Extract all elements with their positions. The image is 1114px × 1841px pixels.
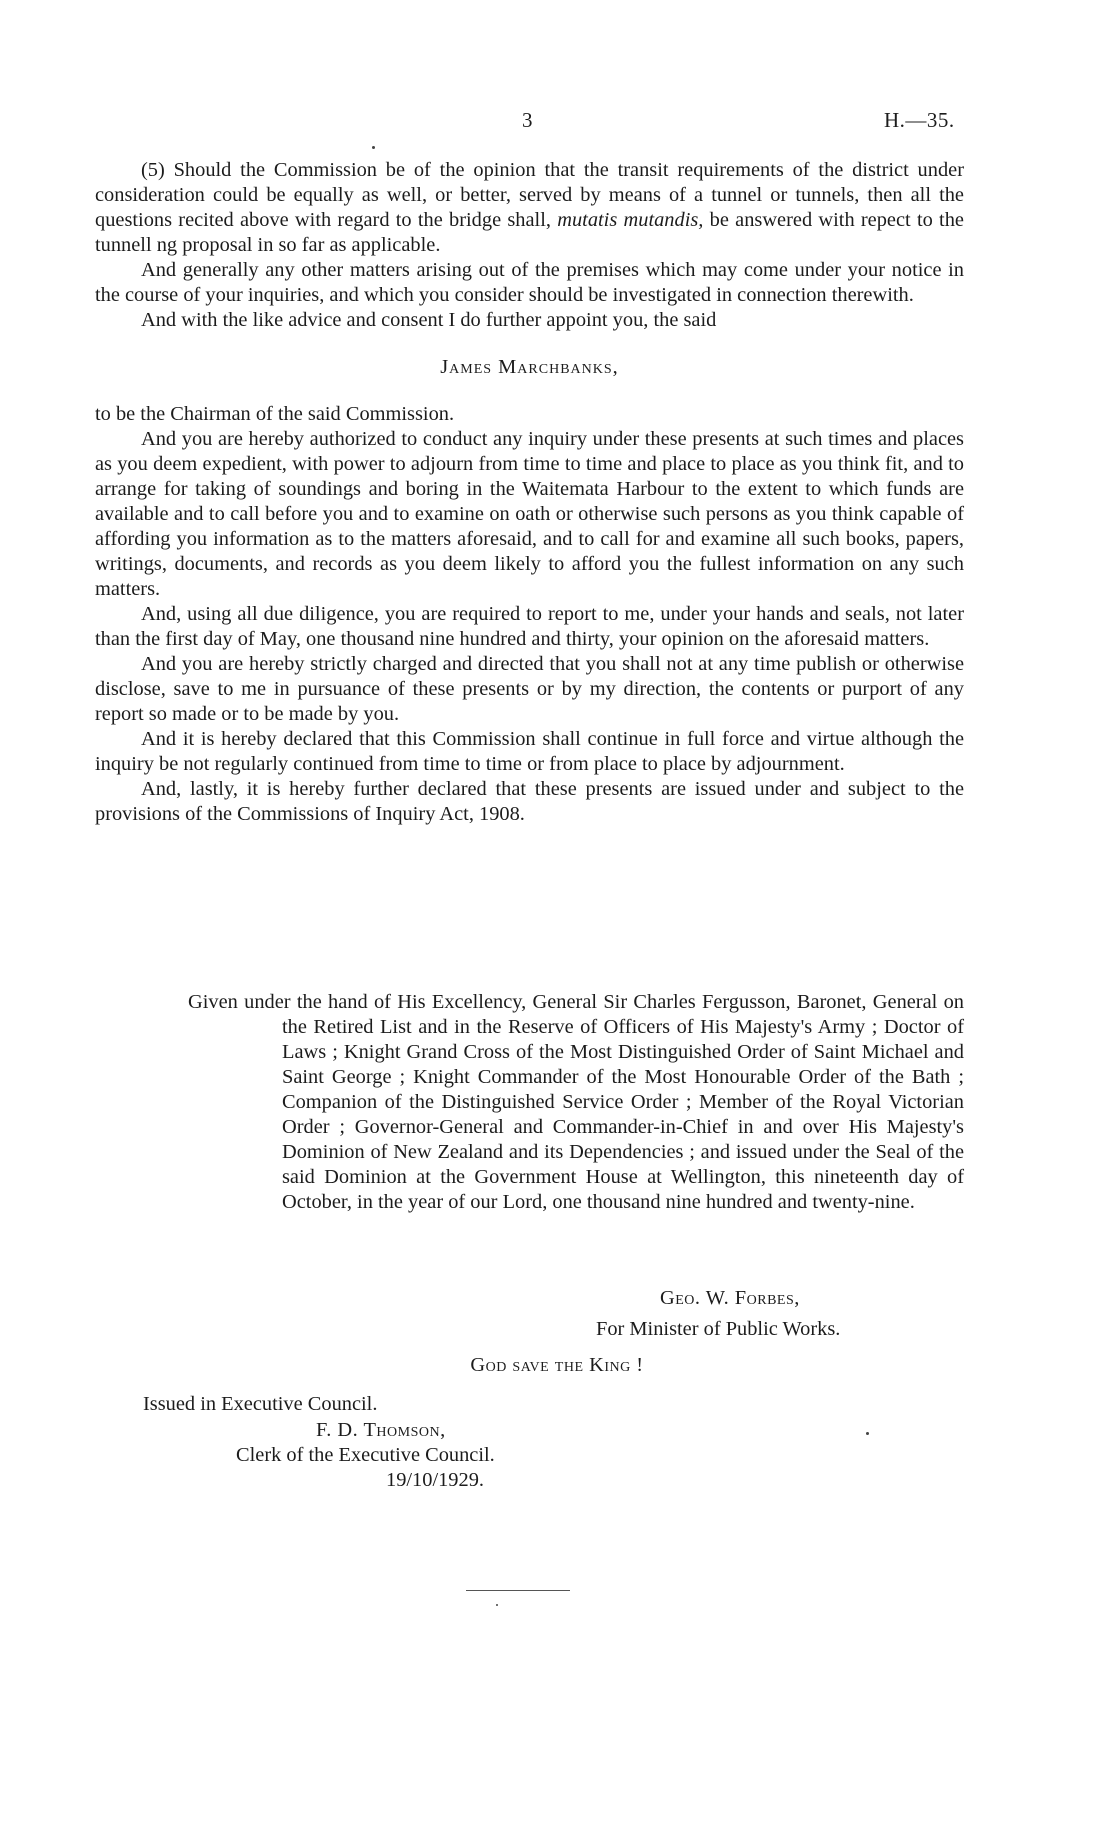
paragraph-text: (5) Should the Commission be of the opinion that the transit requirements of the district under consideration could be equally as well, or better, served by means of a tunnel or tunnels, then all the questions recited above with regard to the bridge shall, [95,159,964,231]
commission-body [95,158,964,827]
paragraph-continuation: And it is hereby declared that this Commission shall continue in full force and virtue although the inquiry be not regularly continued from time to time or from place to place by adjournment. [95,728,964,775]
document-reference: H.—35. [884,108,955,132]
page-header [0,108,1114,138]
council-issued-line: Issued in Executive Council. [143,1393,378,1415]
paragraph-confidentiality: And you are hereby strictly charged and directed that you shall not at any time publish or otherwise disclose, save to me in pursuance of these presents or by my direction, the contents or purport of any report so made or to be made by you. [95,653,964,725]
paragraph-authority: And you are hereby authorized to conduct any inquiry under these presents at such times and places as you deem expedient, with power to adjourn from time to time and place to place as you think fit, and to arrange for taking of soundings and boring in the Waitemata Harbour to the extent to which funds are available and to call before you and to examine on oath or otherwise such persons as you think capable of affording you information as to the matters aforesaid, and to call for and examine all such books, papers, writings, documents, and records as you deem likely to afford you the fullest information on any such matters. [95,428,964,600]
page-number: 3 [522,108,533,132]
signatory-name: Geo. W. Forbes, [660,1287,800,1309]
paragraph-other-matters: And generally any other matters arising out of the premises which may come under your notice in the course of your inquiries, and which you consider should be investigated in connection therewith. [95,259,964,306]
print-speck [866,1432,869,1435]
print-speck [372,146,375,149]
paragraph-chairman: to be the Chairman of the said Commission. [95,403,455,425]
paragraph-inquiry-act: And, lastly, it is hereby further declared that these presents are issued under and subject to the provisions of the Commissions of Inquiry Act, 1908. [95,778,964,825]
paragraph-text-tail: be answered with repect to the tunnell ng proposal in so far as applicable. [95,209,964,256]
signatory-title: For Minister of Public Works. [596,1318,841,1340]
paragraph-tunnel-clause [95,158,964,258]
council-date: 19/10/1929. [386,1469,484,1491]
clerk-role: Clerk of the Executive Council. [236,1444,495,1466]
paragraph-appointment: And with the like advice and consent I do further appoint you, the said [141,309,717,331]
given-under-hand-block [188,990,964,1215]
closing-rule-divider [466,1590,570,1591]
paragraph-report-deadline: And, using all due diligence, you are required to report to me, under your hands and seals, not later than the first day of May, one thousand nine hundred and thirty, your opinion on the aforesaid matters. [95,603,964,650]
given-text: Given under the hand of His Excellency, General Sir Charles Fergusson, Baronet, General on the Retired List and in the Reserve of Officers of His Majesty's Army ; Doctor of Laws ; Knight Grand Cross of the Most Distinguished Order of Saint Michael and Saint George ; Knight Commander of the Most Honourable Order of the Bath ; Companion of the Distinguished Service Order ; Member of the Royal Victorian Order ; Governor-General and Commander-in-Chief in and over His Majesty's Dominion of New Zealand and its Dependencies ; and issued under the Seal of the said Dominion at the Government House at Wellington, this nineteenth day of October, in the year of our Lord, one thousand nine hundred and twenty-nine. [188,991,964,1213]
closing-phrase: God save the King ! [470,1354,644,1376]
chairman-name: James Marchbanks, [440,356,619,378]
italic-phrase: mutatis mutandis, [557,209,704,231]
print-speck [496,1604,498,1606]
clerk-name: F. D. Thomson, [316,1419,446,1441]
